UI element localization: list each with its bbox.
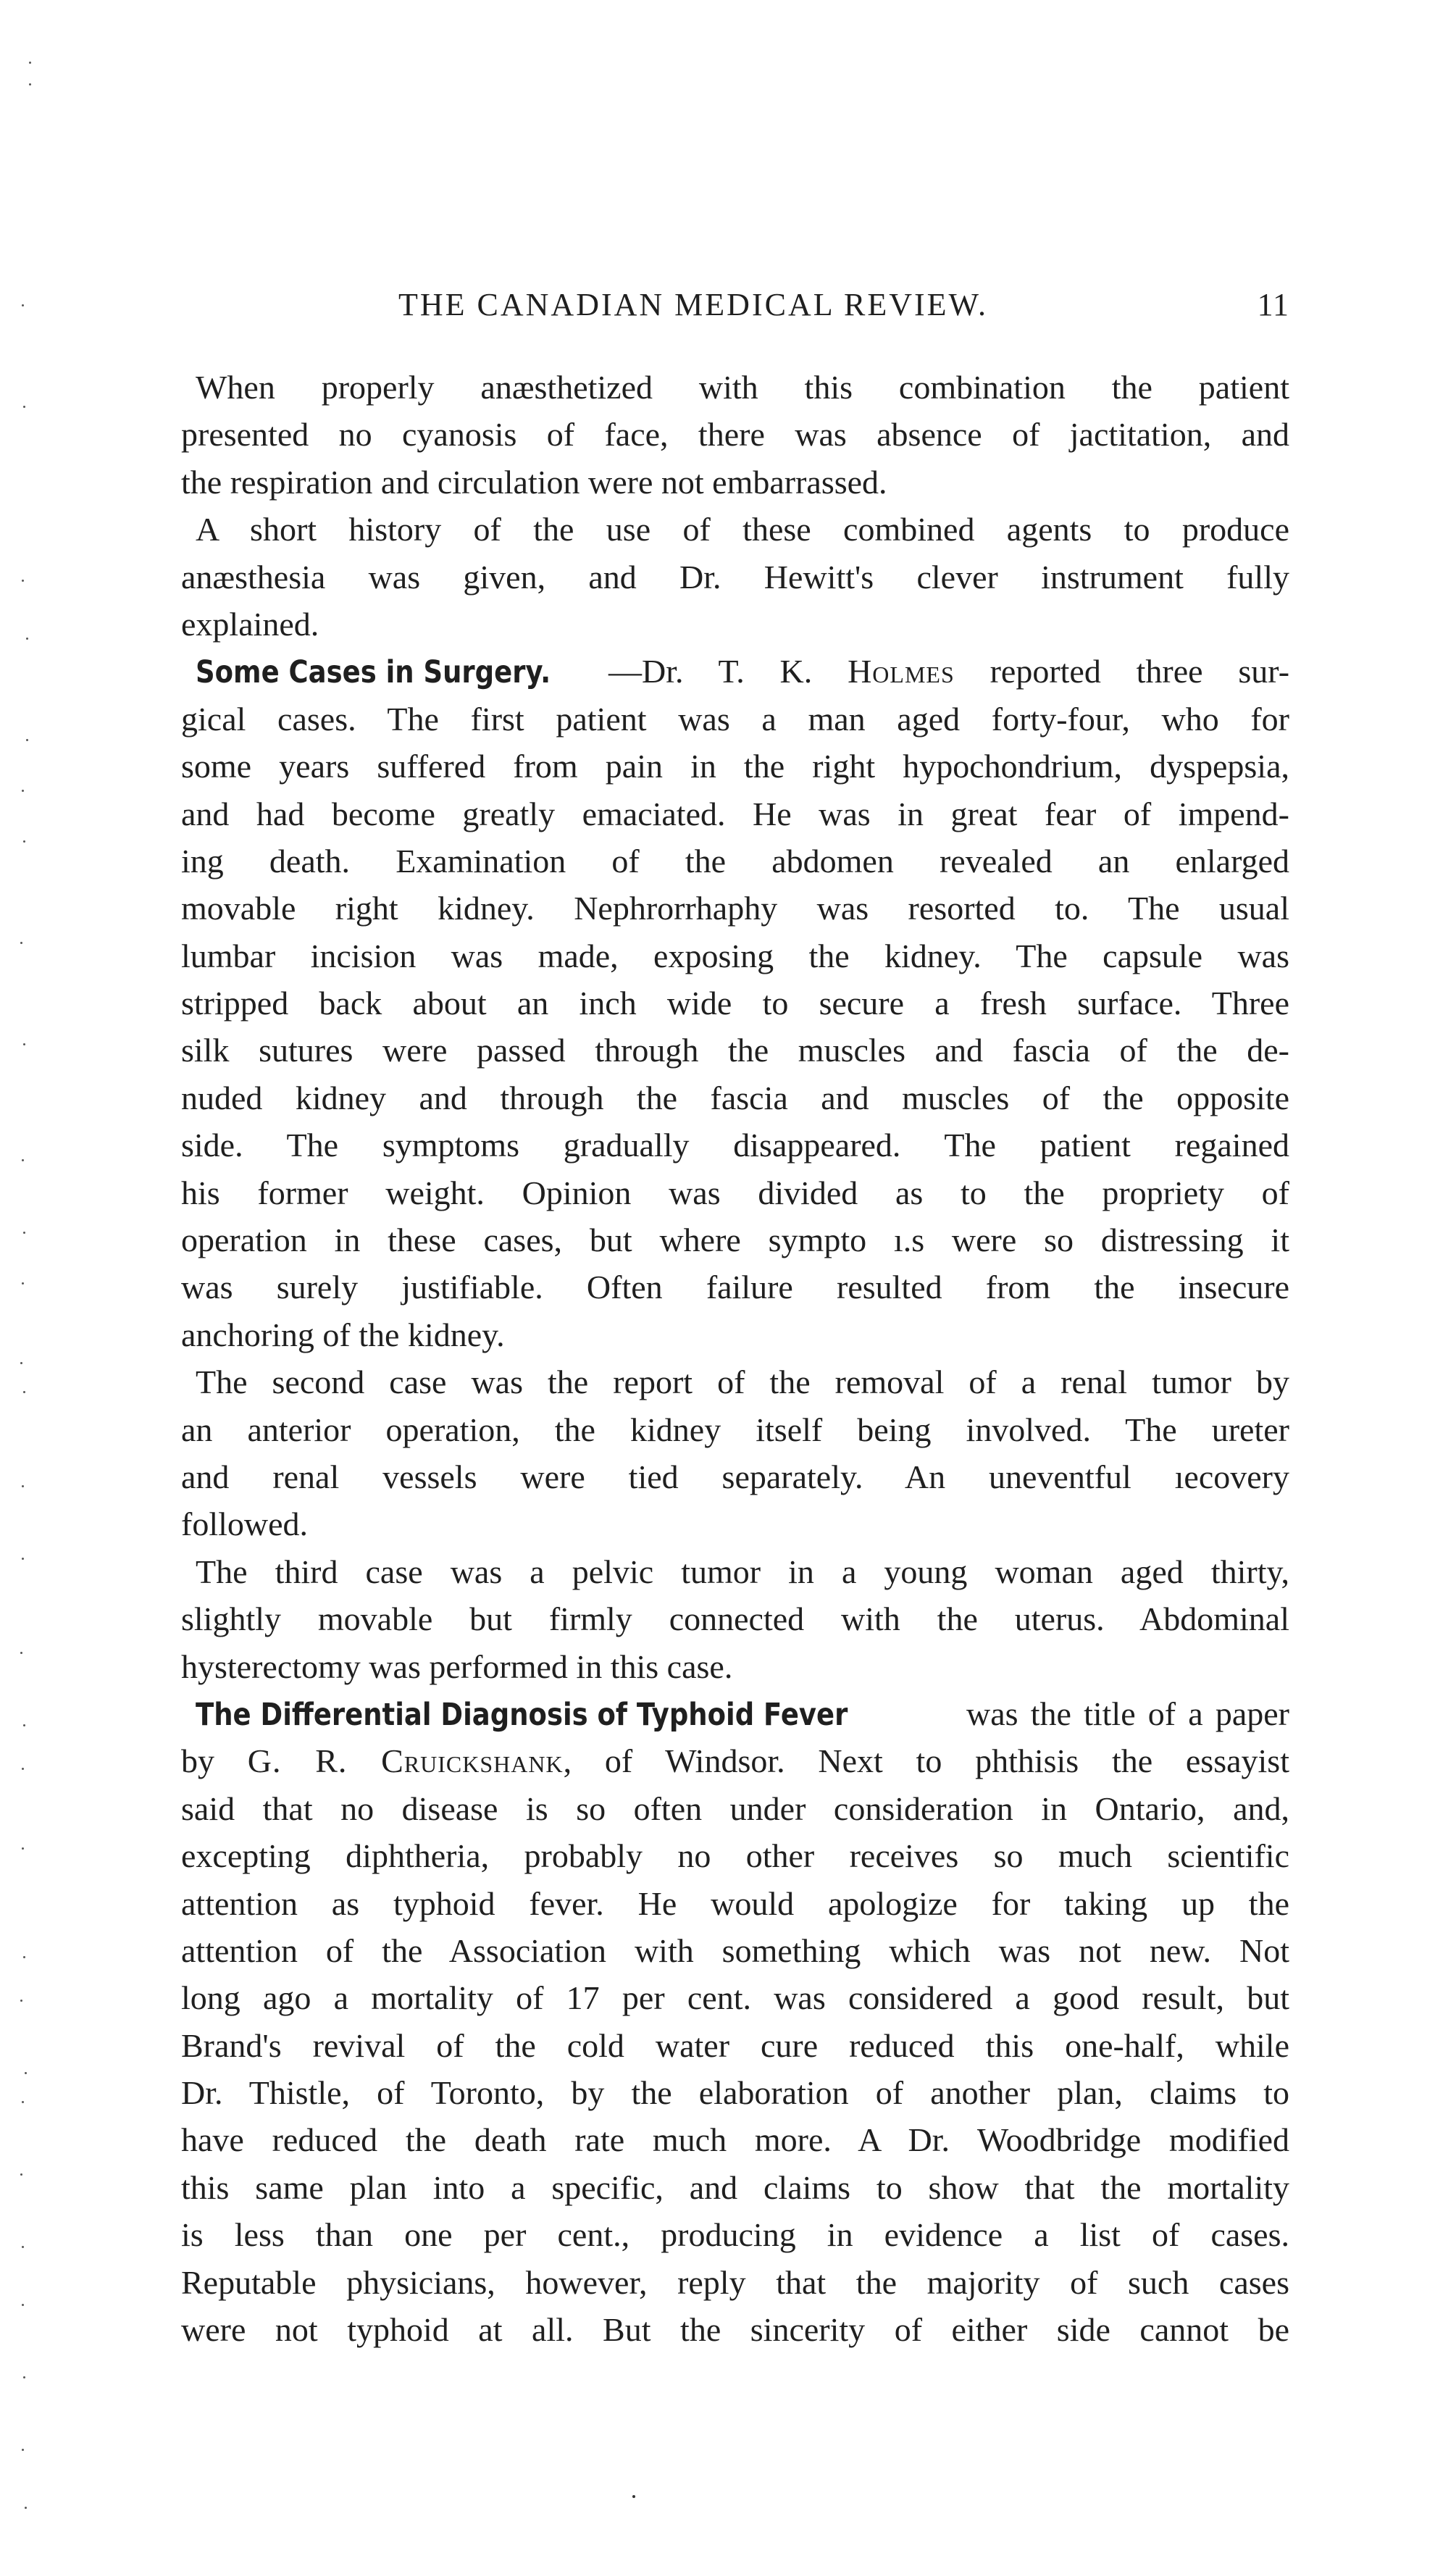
text-line: hysterectomy was performed in this case. bbox=[181, 1647, 733, 1685]
text-line: anæsthesia was given, and Dr. Hewitt's clever instrument fully bbox=[181, 558, 1289, 596]
text-line: some years suffered from pain in the right hypochondrium, dyspepsia, bbox=[181, 748, 1289, 785]
author-line-tail: , of Windsor. Next to phthisis the essayist bbox=[563, 1742, 1289, 1780]
text-line: A short history of the use of these combined agents to produce bbox=[196, 511, 1289, 548]
author-cruickshank: G. R. Cruickshank bbox=[247, 1742, 564, 1780]
text-line: slightly movable but firmly connected with the uterus. Abdominal bbox=[181, 1600, 1289, 1638]
running-title: THE CANADIAN MEDICAL REVIEW. bbox=[398, 287, 988, 322]
text-line: excepting diphtheria, probably no other receives so much scientific bbox=[181, 1837, 1289, 1875]
text-line-surgery-heading bbox=[181, 648, 1289, 695]
scan-margin-specks bbox=[0, 0, 43, 2569]
text-line: the respiration and circulation were not embarrassed. bbox=[181, 463, 887, 501]
text-line: attention as typhoid fever. He would apologize for taking up the bbox=[181, 1884, 1289, 1922]
text-line: an anterior operation, the kidney itself being involved. The ureter bbox=[181, 1411, 1289, 1448]
author-holmes: Holmes bbox=[848, 653, 955, 690]
text-line: gical cases. The first patient was a man aged forty-four, who for bbox=[181, 700, 1289, 738]
text-line: Brand's revival of the cold water cure reduced this one-half, while bbox=[181, 2026, 1289, 2064]
text-line: this same plan into a specific, and claims to show that the mortality bbox=[181, 2168, 1289, 2206]
text-line: presented no cyanosis of face, there was absence of jactitation, and bbox=[181, 416, 1289, 454]
text-line: was surely justifiable. Often failure resulted from the insecure bbox=[181, 1269, 1289, 1306]
text-line: his former weight. Opinion was divided as to the propriety of bbox=[181, 1174, 1289, 1211]
text-line: lumbar incision was made, exposing the kidney. The capsule was bbox=[181, 937, 1289, 974]
text-line: When properly anæsthetized with this combination the patient bbox=[196, 369, 1289, 406]
text-line: attention of the Association with something which was not new. Not bbox=[181, 1931, 1289, 1969]
surgery-heading-dash: —Dr. T. K. bbox=[608, 653, 848, 690]
text-line: nuded kidney and through the fascia and muscles of the opposite bbox=[181, 1079, 1289, 1116]
text-line: and renal vessels were tied separately. An uneventful ıecovery bbox=[181, 1458, 1289, 1495]
text-line: long ago a mortality of 17 per cent. was considered a good result, but bbox=[181, 1979, 1289, 2017]
text-line: have reduced the death rate much more. A Dr. Woodbridge modified bbox=[181, 2121, 1289, 2159]
text-line: followed. bbox=[181, 1505, 309, 1543]
text-line: and had become greatly emaciated. He was in great fear of impend- bbox=[181, 795, 1289, 832]
text-line: Dr. Thistle, of Toronto, by the elaboration of another plan, claims to bbox=[181, 2074, 1289, 2112]
text-line: operation in these cases, but where sympto ı.s were so distressing it bbox=[181, 1221, 1289, 1259]
text-line: Reputable physicians, however, reply that the majority of such cases bbox=[181, 2263, 1289, 2301]
text-line: is less than one per cent., producing in evidence a list of cases. bbox=[181, 2216, 1289, 2254]
text-line-typhoid-author bbox=[181, 1737, 1289, 1784]
text-line-typhoid-heading bbox=[181, 1690, 1289, 1737]
page-number: 11 bbox=[1257, 287, 1289, 322]
section-heading-surgery: Some Cases in Surgery. bbox=[196, 654, 551, 691]
text-line: said that no disease is so often under consideration in Ontario, and, bbox=[181, 1789, 1289, 1827]
section-heading-typhoid: The Differential Diagnosis of Typhoid Fever bbox=[196, 1696, 848, 1733]
by-word: by bbox=[181, 1742, 214, 1780]
surgery-line-tail: reported three sur- bbox=[990, 653, 1290, 690]
text-line: movable right kidney. Nephrorrhaphy was resorted to. The usual bbox=[181, 890, 1289, 927]
text-line: were not typhoid at all. But the sincerity of either side cannot be bbox=[181, 2311, 1289, 2349]
text-line: The third case was a pelvic tumor in a young woman aged thirty, bbox=[196, 1553, 1289, 1590]
text-line: stripped back about an inch wide to secure a fresh surface. Three bbox=[181, 985, 1289, 1022]
text-line: anchoring of the kidney. bbox=[181, 1316, 505, 1353]
running-header bbox=[181, 286, 1289, 330]
text-line: side. The symptoms gradually disappeared. The patient regained bbox=[181, 1127, 1289, 1164]
scan-speck bbox=[632, 2495, 635, 2498]
text-line: The second case was the report of the removal of a renal tumor by bbox=[196, 1363, 1289, 1401]
article-body bbox=[181, 364, 1289, 2353]
text-line: silk sutures were passed through the muscles and fascia of the de- bbox=[181, 1032, 1289, 1069]
text-line: explained. bbox=[181, 605, 319, 643]
typhoid-line-tail: was the title of a paper bbox=[966, 1695, 1289, 1732]
text-line: ing death. Examination of the abdomen revealed an enlarged bbox=[181, 842, 1289, 880]
